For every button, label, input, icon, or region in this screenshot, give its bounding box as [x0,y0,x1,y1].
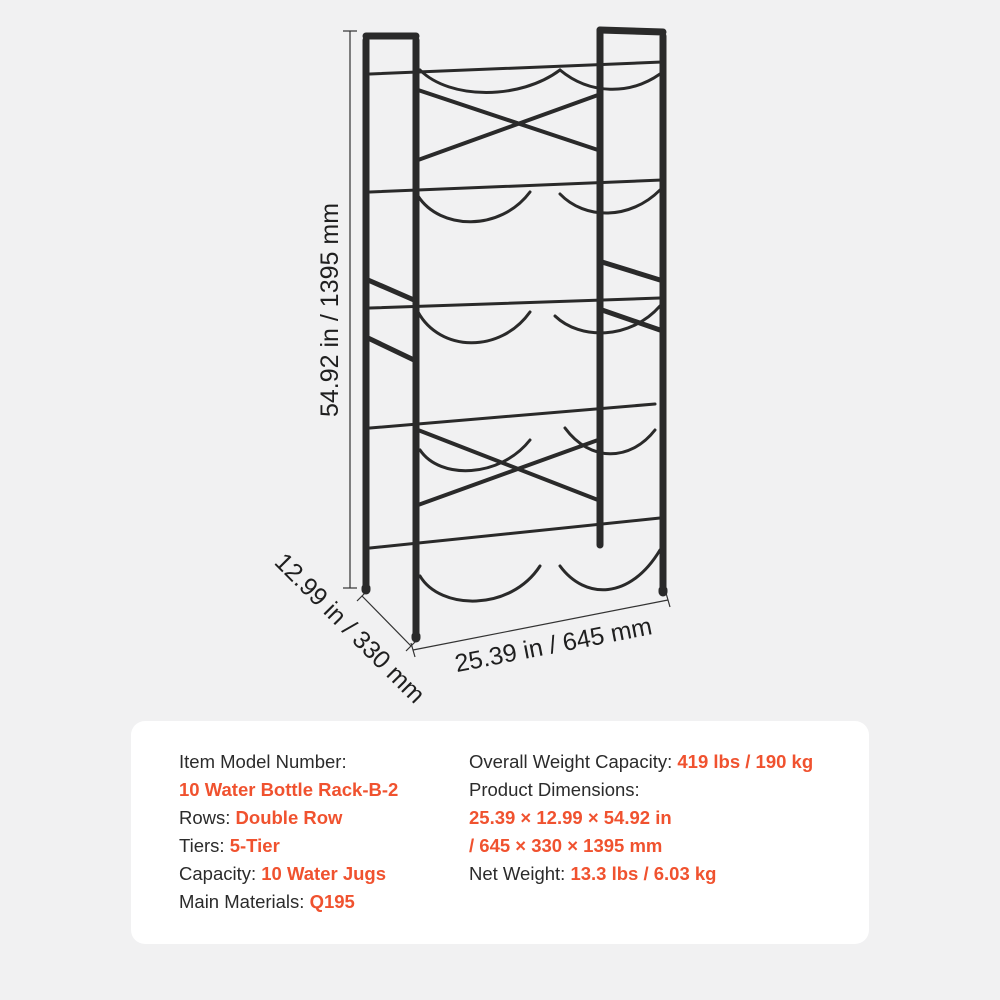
weight-capacity-value: 419 lbs / 190 kg [677,751,814,772]
width-dimension-label: 25.39 in / 645 mm [452,612,655,678]
tiers-row [179,832,398,860]
materials-label: Main Materials: [179,891,310,912]
tiers-value: 5-Tier [229,835,280,856]
materials-row [179,888,398,916]
net-weight-row [469,860,813,888]
model-number-label: Item Model Number: [179,751,347,772]
weight-capacity-label: Overall Weight Capacity: [469,751,678,772]
specification-card [131,721,869,944]
depth-dimension-label: 12.99 in / 330 mm [269,547,431,709]
materials-value: Q195 [309,891,355,912]
capacity-row [179,860,398,888]
net-weight-value: 13.3 lbs / 6.03 kg [570,863,717,884]
rows-value: Double Row [235,807,343,828]
rows-row [179,804,398,832]
tiers-label: Tiers: [179,835,230,856]
weight-capacity-row [469,748,813,776]
rows-label: Rows: [179,807,236,828]
product-dimensions-label: Product Dimensions: [469,779,640,800]
spec-column-left [179,748,398,916]
net-weight-label: Net Weight: [469,863,571,884]
height-dimension-label: 54.92 in / 1395 mm [316,202,344,418]
capacity-value: 10 Water Jugs [261,863,387,884]
capacity-label: Capacity: [179,863,262,884]
product-dimensions-mm: / 645 × 330 × 1395 mm [469,835,663,856]
rack-frame [366,30,663,638]
spec-column-right [469,748,813,888]
dimension-lines [343,31,670,657]
product-dimensions-inches: 25.39 × 12.99 × 54.92 in [469,807,672,828]
model-number-value: 10 Water Bottle Rack-B-2 [179,779,399,800]
